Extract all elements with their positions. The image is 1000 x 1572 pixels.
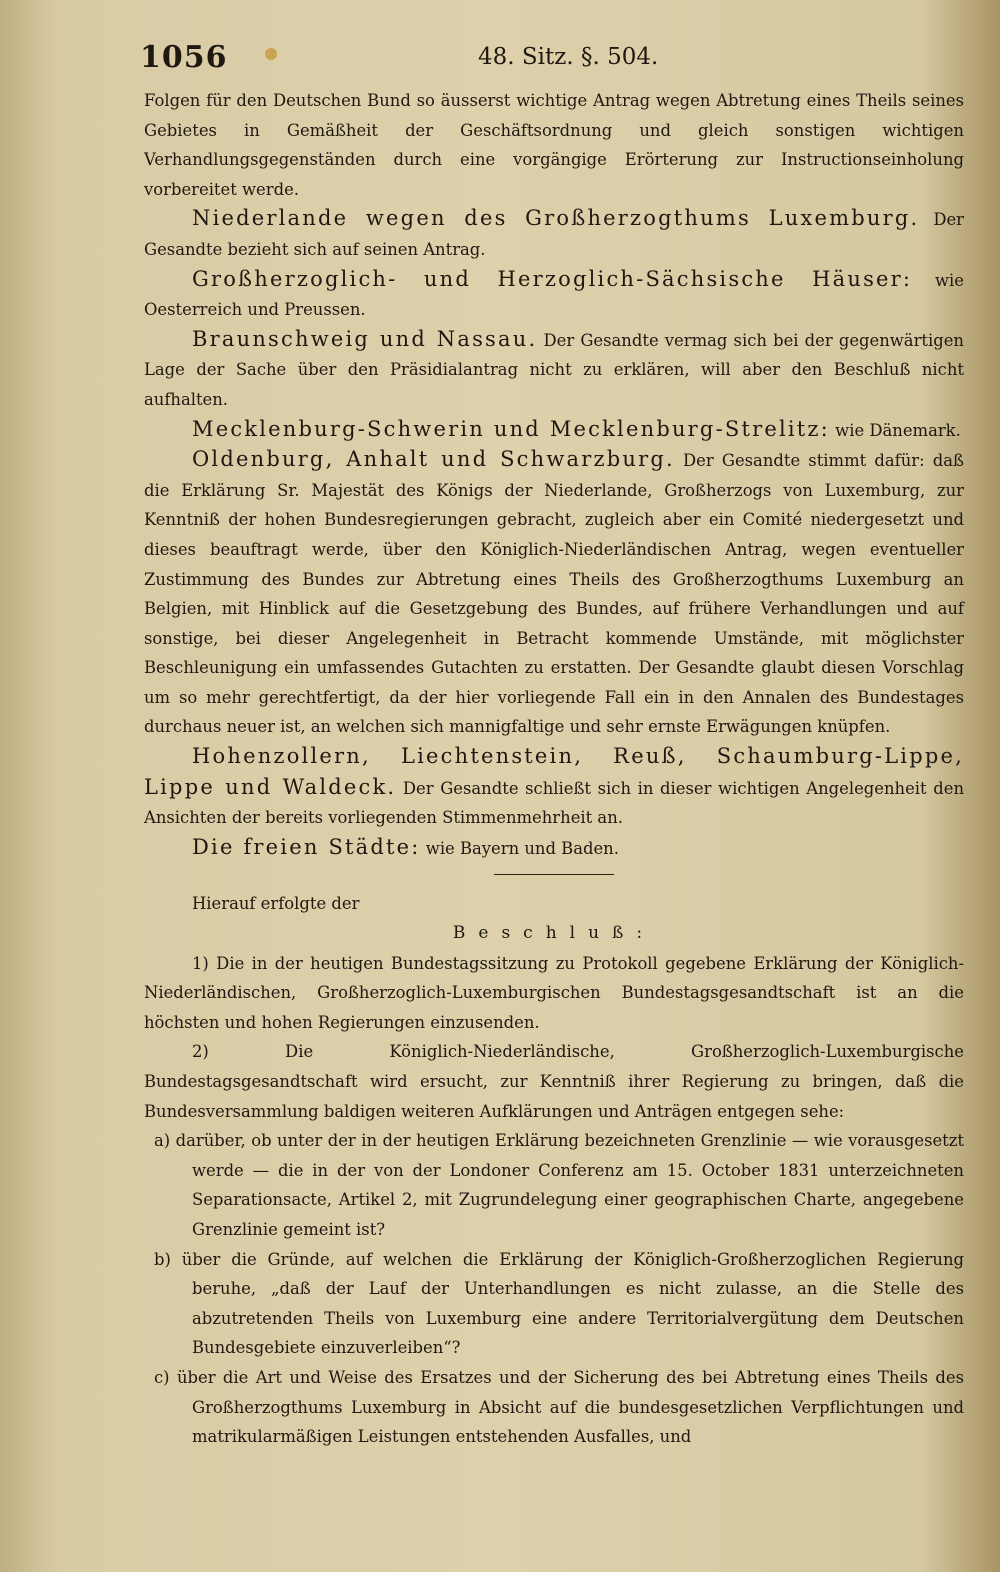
resolution-item-1: 1) Die in der heutigen Bundestagssitzung zu Protokoll gegebene Erklärung der Königlich-Niederländischen, Großherzoglich-Luxemburgischen Bundestagsgesandtschaft ist an die höchsten und hohen Regierungen einzusenden. [144,953,964,1032]
vote-heading: Die freien Städte: [192,834,421,859]
vote-text: Der Gesandte stimmt dafür: daß die Erklärung Sr. Majestät des Königs der Niederlande, Großherzogs von Luxemburg, zur Kenntniß der hohen Bundesregierungen gebracht, zugleich aber ein Comité niedergesetzt und dieses beauftragt werde, über den Königlich-Niederländischen Antrag, wegen eventueller Zustimmung des Bundes zur Abtretung eines Theils des Großherzogthums Luxemburg an Belgien, mit Hinblick auf die Gesetzgebung des Bundes, auf frühere Verhandlungen und auf sonstige, bei dieser Angelegenheit in Betracht kommende Umstände, mit möglichster Beschleunigung ein umfassendes Gutachten zu erstatten. Der Gesandte glaubt diesen Vorschlag um so mehr gerechtfertigt, da der hier vorliegende Fall ein in den Annalen des Bundestages durchaus neuer ist, an welchen sich mannigfaltige und sehr ernste Erwägungen knüpfen. [144,451,964,737]
vote-niederlande [144,204,964,264]
paragraph-continuation: Folgen für den Deutschen Bund so äusserst wichtige Antrag wegen Abtretung eines Theils seines Gebietes in Gemäßheit der Geschäftsordnung und gleich sonstigen wichtigen Verhandlungsgegenständen durch eine vorgängige Erörterung zur Instructionseinholung vorbereitet werde. [144,91,964,199]
vote-freie-staedte [144,833,964,864]
vote-text: wie Dänemark. [829,420,961,440]
vote-heading: Oldenburg, Anhalt und Schwarzburg. [192,447,675,472]
section-divider [494,874,614,875]
vote-text: Der Gesandte schließt sich in dieser wichtigen Angelegenheit den Ansichten der bereits vorliegenden Stimmenmehrheit an. [144,778,964,828]
vote-heading: Niederlande wegen des Großherzogthums Luxemburg. [192,206,920,231]
vote-text: Der Gesandte vermag sich bei der gegenwärtigen Lage der Sache über den Präsidialantrag nicht zu erklären, will aber den Beschluß nicht aufhalten. [144,330,964,409]
vote-heading: Mecklenburg-Schwerin und Mecklenburg-Strelitz: [192,416,830,441]
vote-heading: Braunschweig und Nassau. [192,326,538,351]
ink-stain [265,48,277,60]
running-head: 48. Sitz. §. 504. [478,44,659,70]
resolution-subitem-c: c) über die Art und Weise des Ersatzes und der Sicherung des bei Abtretung eines Theils des Großherzogthums Luxemburg in Absicht auf die bundesgesetzlichen Verpflichtungen und matrikularmäßigen Leistungen entstehenden Ausfalles, und [154,1367,964,1447]
vote-text: wie Bayern und Baden. [420,838,619,858]
resolution-heading: Beschluß: [452,923,656,944]
resolution-subitem-a: a) darüber, ob unter der in der heutigen Erklärung bezeichneten Grenzlinie — wie vorausgesetzt werde — die in der von der Londoner Conferenz am 15. October 1831 unterzeichneten Separationsacte, Artikel 2, mit Zugrundelegung einer geographischen Charte, angegebene Grenzlinie gemeint ist? [154,1131,964,1239]
page-body [144,86,964,1452]
vote-oldenburg-anhalt-schwarzburg [144,445,964,742]
resolution-item-2: 2) Die Königlich-Niederländische, Großherzoglich-Luxemburgische Bundestagsgesandtschaft wird ersucht, zur Kenntniß ihrer Regierung zu bringen, daß die Bundesversammlung baldigen weiteren Aufklärungen und Anträgen entgegen sehe: [144,1042,964,1121]
vote-heading: Hohenzollern, Liechtenstein, Reuß, Schaumburg-Lippe, Lippe und Waldeck. [144,744,964,799]
vote-text: Der Gesandte bezieht sich auf seinen Antrag. [144,210,965,259]
resolution-subitem-b: b) über die Gründe, auf welchen die Erklärung der Königlich-Großherzoglichen Regierung beruhe, „daß der Lauf der Unterhandlungen es nicht zulasse, an die Stelle des abzutretenden Theils von Luxemburg eine andere Territorialvergütung dem Deutschen Bundesgebiete einzuverleiben“? [154,1249,964,1358]
vote-mecklenburg [144,415,964,446]
vote-text: wie Oesterreich und Preussen. [144,270,964,320]
vote-heading: Großherzoglich- und Herzoglich-Sächsische Häuser: [192,266,913,291]
resolution-intro: Hierauf erfolgte der [192,894,360,914]
page-number: 1056 [140,40,228,75]
vote-hohenzollern-etc [144,742,964,833]
page-header [140,40,960,90]
vote-saechsische-haeuser [144,265,964,325]
vote-braunschweig-nassau [144,325,964,415]
